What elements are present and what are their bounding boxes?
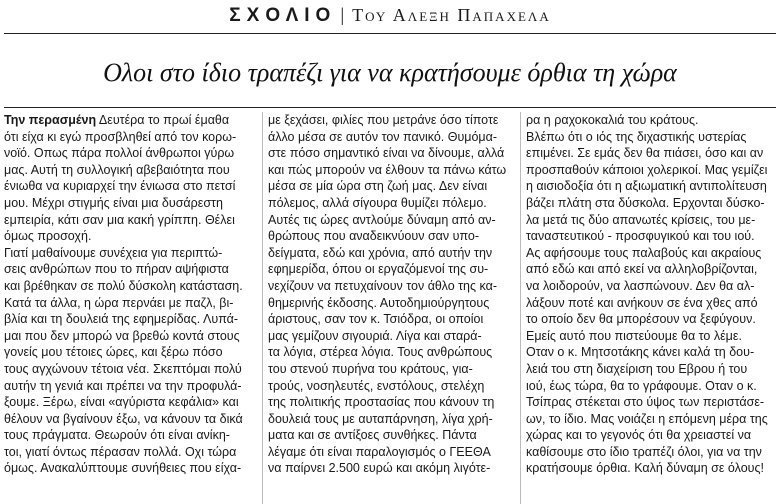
body-line: όμως. Ανακαλύπτουμε συνήθειες που είχα- <box>4 461 242 476</box>
body-line: Αυτές τις ώρες αντλούμε δύναμη από αν- <box>268 212 496 227</box>
body-line: ματα και σε αντίξοες συνθήκες. Πάντα <box>268 428 477 443</box>
body-line <box>4 112 256 129</box>
body-line: στε πόσο σημαντικό είναι να δίνουμε, αλλά <box>268 146 505 161</box>
body-line: του στενού πυρήνα του κράτους, για- <box>268 361 473 376</box>
body-line: της πολιτικής προστασίας που κάνουν τη <box>268 395 495 410</box>
header-rule <box>4 33 776 34</box>
body-line: από εδώ και από εκεί να αλληλοβρίζονται, <box>526 262 758 277</box>
body-line: τα λόγια, στέρεα λόγια. Τους ανθρώπους <box>268 345 493 360</box>
body-line: ένιωθα να κυριαρχεί την ένιωσα στο πετσί <box>4 179 236 194</box>
body-line: και βρέθηκαν σε πολύ δύσκολη κατάσταση. <box>4 278 243 293</box>
body-line: με ξεχάσει, φιλίες που μετράνε όσο τίποτε <box>268 113 499 127</box>
body-line: Εμείς αυτό που πιστεύουμε θα το λέμε. <box>526 328 742 343</box>
body-line: θέλουν να βγαίνουν έξω, να κάνουν τα δικά <box>4 411 243 426</box>
column-divider <box>262 112 263 504</box>
body-line: θημερινής έκδοσης. Αυτοδημιούργητους <box>268 295 490 310</box>
body-line: αυτήν τη γενιά και πρέπει να την προφυλά- <box>4 378 242 393</box>
body-column-2 <box>268 112 520 504</box>
body-line: μέσα σε μία ώρα στη ζωή μας. Δεν είναι <box>268 179 488 194</box>
body-line: μαι που δεν μπορώ να βρεθώ κοντά στους <box>4 328 240 343</box>
body-line: χώρας και το γεγονός ότι θα χρειαστεί να <box>526 428 752 443</box>
header-separator: | <box>340 5 345 26</box>
body-line: ων, το ίδιο. Μας νοιάζει η επόμενη μέρα της <box>526 411 768 426</box>
body-line: ότι είχα κι εγώ προσβληθεί από τον κορω- <box>4 129 237 144</box>
article-headline: Ολοι στο ίδιο τραπέζι για να κρατήσουμε όρθια τη χώρα <box>103 58 677 87</box>
body-line: όμως προσοχή. <box>4 229 92 244</box>
body-line: γονείς μου τέτοιες ώρες, και ξέρω πόσο <box>4 345 223 360</box>
body-line: Οταν ο κ. Μητσοτάκης κάνει καλά τη δου- <box>526 345 755 360</box>
body-line: άριστους, σαν τον κ. Τσιόδρα, οι οποίοι <box>268 312 484 327</box>
body-line: κρατήσουμε όρθια. Καλή δύναμη σε όλους! <box>526 461 764 476</box>
body-line: εφημερίδα, όπου οι εργαζόμενοί της συ- <box>268 262 489 277</box>
body-line: επιμένει. Σε εμάς δεν θα πιάσει, όσο και αν <box>526 146 764 161</box>
column-header <box>0 5 780 31</box>
body-line: λα μετά τις δύο απανωτές κρίσεις, του με- <box>526 212 756 227</box>
body-line: πόλεμος, αλλά σίγουρα θυμίζει πόλεμο. <box>268 195 487 210</box>
body-line: νεχίζουν να πετυχαίνουν τον άθλο της κα- <box>268 278 497 293</box>
body-line: Τσίπρας στέκεται στο ύψος των περιστάσε- <box>526 395 765 410</box>
body-line: Κατά τα άλλα, η ώρα περνάει με παζλ, βι- <box>4 295 234 310</box>
column-divider <box>520 112 521 504</box>
body-line: σεις ανθρώπων που το πήραν αψήφιστα <box>4 262 229 277</box>
lead-in: Την περασμένη <box>4 113 97 127</box>
body-line: νοϊό. Οπως πάρα πολλοί άνθρωποι γύρω <box>4 146 235 161</box>
body-line: μου. Μέχρι στιγμής είναι μια δυσάρεστη <box>4 195 223 210</box>
body-line: δείγματα, εδώ και χρόνια, από αυτήν την <box>268 245 493 260</box>
body-line: τοι, γιατί όντως πέρασαν πολλά. Οχι τώρα <box>4 444 237 459</box>
body-column-3 <box>526 112 778 504</box>
body-line: λέγαμε ότι είναι παραλογισμός ο ΓΕΕΘΑ <box>268 444 491 459</box>
body-line: η αισιοδοξία ότι η αξιωματική αντιπολίτευση <box>526 179 767 194</box>
body-line: τους αγχώνουν τέτοια νέα. Σκεπτόμαι πολύ <box>4 361 242 376</box>
body-line: ταναστευτικού - προσφυγικού και του ιού. <box>526 229 755 244</box>
body-line: Γιατί μαθαίνουμε συνέχεια για περιπτώ- <box>4 245 223 260</box>
body-line: μας. Αυτή τη συλλογική αβεβαιότητα που <box>4 162 230 177</box>
body-line: καθίσουμε στο ίδιο τραπέζι όλοι, για να την <box>526 444 762 459</box>
lead-line-rest: Δευτέρα το πρωί έμαθα <box>96 113 230 127</box>
body-line: δουλειά τους με αυταπάρνηση, λίγα χρή- <box>268 411 493 426</box>
body-line: το οποίο δεν θα μπορέσουν να ξεφύγουν. <box>526 312 756 327</box>
body-line: ξουμε. Ξέρω, είναι «αγύριστα κεφάλια» και <box>4 395 239 410</box>
body-line: και πώς μπορούν να έλθουν τα πάνω κάτω <box>268 162 507 177</box>
body-line: τρούς, νοσηλευτές, ενστόλους, στελέχη <box>268 378 485 393</box>
body-line: εμπειρία, κάτι σαν μια κακή γρίππη. Θέλει <box>4 212 235 227</box>
body-line: άλλο μέσα σε αυτόν τον πανικό. Θυμόμα- <box>268 129 498 144</box>
body-line: θρώπους που αναδεικνύουν σαν υπο- <box>268 229 480 244</box>
body-line: Ας αφήσουμε τους παλαβούς και ακραίους <box>526 245 762 260</box>
body-line: να παίρνει 2.500 ευρώ και ακόμη λιγότε- <box>268 461 491 476</box>
body-line: να λοιδορούν, να λασπώνουν. Δεν θα αλ- <box>526 278 755 293</box>
body-line: λάξουν ποτέ και ανήκουν σε ένα χθες από <box>526 295 758 310</box>
body-line: μας γεμίζουν σιγουριά. Λίγα και σταρά- <box>268 328 482 343</box>
author-byline: Του Αλεξη Παπαχελα <box>352 5 551 25</box>
body-line: τους πράγματα. Θεωρούν ότι είναι ανίκη- <box>4 428 230 443</box>
headline-rule <box>4 107 776 108</box>
body-line: ιού, έως τώρα, θα το γράφουμε. Οταν ο κ. <box>526 378 757 393</box>
column-label: ΣΧΟΛΙΟ <box>229 5 337 26</box>
body-line: λειά του στη διαχείριση του Εβρου ή του <box>526 361 748 376</box>
body-line: ρα η ραχοκοκαλιά του κράτους. <box>526 113 699 127</box>
body-column-1 <box>4 112 256 504</box>
body-line: Βλέπω ότι ο ιός της διχαστικής υστερίας <box>526 129 747 144</box>
body-line: βλία και τη δουλειά της εφημερίδας. Λυπά- <box>4 312 239 327</box>
body-line: βάζει πλάτη στα δύσκολα. Ερχονται δύσκο- <box>526 195 765 210</box>
body-line: προσπαθούν κάποιοι χολερικοί. Μας γεμίζει <box>526 162 768 177</box>
